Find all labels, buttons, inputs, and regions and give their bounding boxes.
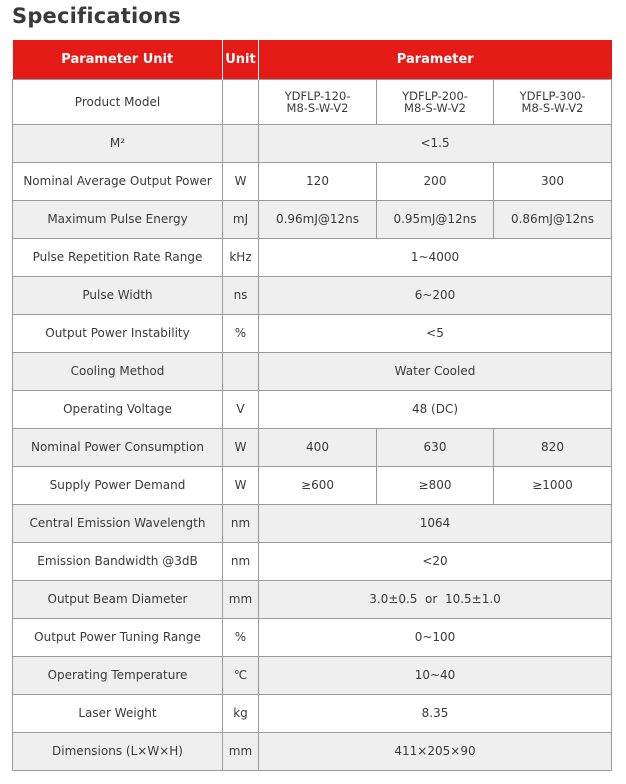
value-cell-model-1: 400 (259, 429, 377, 467)
value-cell-model-3: 0.86mJ@12ns (494, 201, 612, 239)
unit-cell (223, 125, 259, 163)
page-title: Specifications (12, 4, 181, 28)
table-row (13, 733, 612, 771)
value-cell-model-1: ≥600 (259, 467, 377, 505)
value-cell-model-3: 820 (494, 429, 612, 467)
parameter-name-cell: Pulse Width (13, 277, 223, 315)
unit-cell: mJ (223, 201, 259, 239)
value-cell-shared: 1~4000 (259, 239, 612, 277)
value-cell-model-1: 120 (259, 163, 377, 201)
parameter-name-cell: Nominal Average Output Power (13, 163, 223, 201)
parameter-name-cell: Product Model (13, 80, 223, 125)
parameter-name-cell: Operating Voltage (13, 391, 223, 429)
unit-cell: W (223, 163, 259, 201)
value-cell-shared: 8.35 (259, 695, 612, 733)
unit-cell: kg (223, 695, 259, 733)
parameter-name-cell: Laser Weight (13, 695, 223, 733)
value-cell-model-2: 0.95mJ@12ns (377, 201, 494, 239)
unit-cell: V (223, 391, 259, 429)
value-cell-shared: 0~100 (259, 619, 612, 657)
value-cell-shared: 411×205×90 (259, 733, 612, 771)
parameter-name-cell: Maximum Pulse Energy (13, 201, 223, 239)
table-row (13, 80, 612, 125)
unit-cell: nm (223, 543, 259, 581)
parameter-name-cell: Output Power Instability (13, 315, 223, 353)
table-row (13, 239, 612, 277)
parameter-name-cell: Output Power Tuning Range (13, 619, 223, 657)
unit-cell: ℃ (223, 657, 259, 695)
value-cell-model-2: 200 (377, 163, 494, 201)
value-cell-shared: 1064 (259, 505, 612, 543)
unit-cell: % (223, 315, 259, 353)
value-cell-shared: <20 (259, 543, 612, 581)
value-cell-shared: 10~40 (259, 657, 612, 695)
table-row (13, 505, 612, 543)
table-row (13, 657, 612, 695)
value-cell-model-3: 300 (494, 163, 612, 201)
parameter-name-cell: Pulse Repetition Rate Range (13, 239, 223, 277)
table-row (13, 619, 612, 657)
unit-cell: ns (223, 277, 259, 315)
value-cell-model-1: YDFLP-120- M8-S-W-V2 (259, 80, 377, 125)
table-row (13, 163, 612, 201)
value-cell-model-3: ≥1000 (494, 467, 612, 505)
unit-cell: W (223, 429, 259, 467)
parameter-name-cell: Nominal Power Consumption (13, 429, 223, 467)
parameter-name-cell: Emission Bandwidth @3dB (13, 543, 223, 581)
table-row (13, 467, 612, 505)
parameter-name-cell: M² (13, 125, 223, 163)
table-row (13, 277, 612, 315)
parameter-name-cell: Central Emission Wavelength (13, 505, 223, 543)
table-row (13, 429, 612, 467)
value-cell-shared: 48 (DC) (259, 391, 612, 429)
value-cell-shared: 3.0±0.5 or 10.5±1.0 (259, 581, 612, 619)
table-row (13, 353, 612, 391)
value-cell-shared: <1.5 (259, 125, 612, 163)
value-cell-model-2: YDFLP-200- M8-S-W-V2 (377, 80, 494, 125)
parameter-name-cell: Output Beam Diameter (13, 581, 223, 619)
parameter-name-cell: Operating Temperature (13, 657, 223, 695)
table-row (13, 695, 612, 733)
parameter-name-cell: Supply Power Demand (13, 467, 223, 505)
parameter-name-cell: Cooling Method (13, 353, 223, 391)
header-parameter: Parameter (259, 40, 612, 80)
value-cell-model-1: 0.96mJ@12ns (259, 201, 377, 239)
value-cell-shared: <5 (259, 315, 612, 353)
unit-cell: nm (223, 505, 259, 543)
table-row (13, 581, 612, 619)
table-row (13, 125, 612, 163)
unit-cell: mm (223, 733, 259, 771)
table-row (13, 201, 612, 239)
table-body (13, 80, 612, 771)
table-row (13, 315, 612, 353)
specifications-table (12, 40, 612, 771)
header-unit: Unit (223, 40, 259, 80)
unit-cell (223, 80, 259, 125)
value-cell-shared: 6~200 (259, 277, 612, 315)
value-cell-model-3: YDFLP-300- M8-S-W-V2 (494, 80, 612, 125)
unit-cell (223, 353, 259, 391)
unit-cell: W (223, 467, 259, 505)
value-cell-shared: Water Cooled (259, 353, 612, 391)
unit-cell: mm (223, 581, 259, 619)
value-cell-model-2: ≥800 (377, 467, 494, 505)
unit-cell: kHz (223, 239, 259, 277)
table-row (13, 391, 612, 429)
value-cell-model-2: 630 (377, 429, 494, 467)
header-parameter-unit: Parameter Unit (13, 40, 223, 80)
table-header-row (13, 40, 612, 80)
table-row (13, 543, 612, 581)
unit-cell: % (223, 619, 259, 657)
parameter-name-cell: Dimensions (L×W×H) (13, 733, 223, 771)
